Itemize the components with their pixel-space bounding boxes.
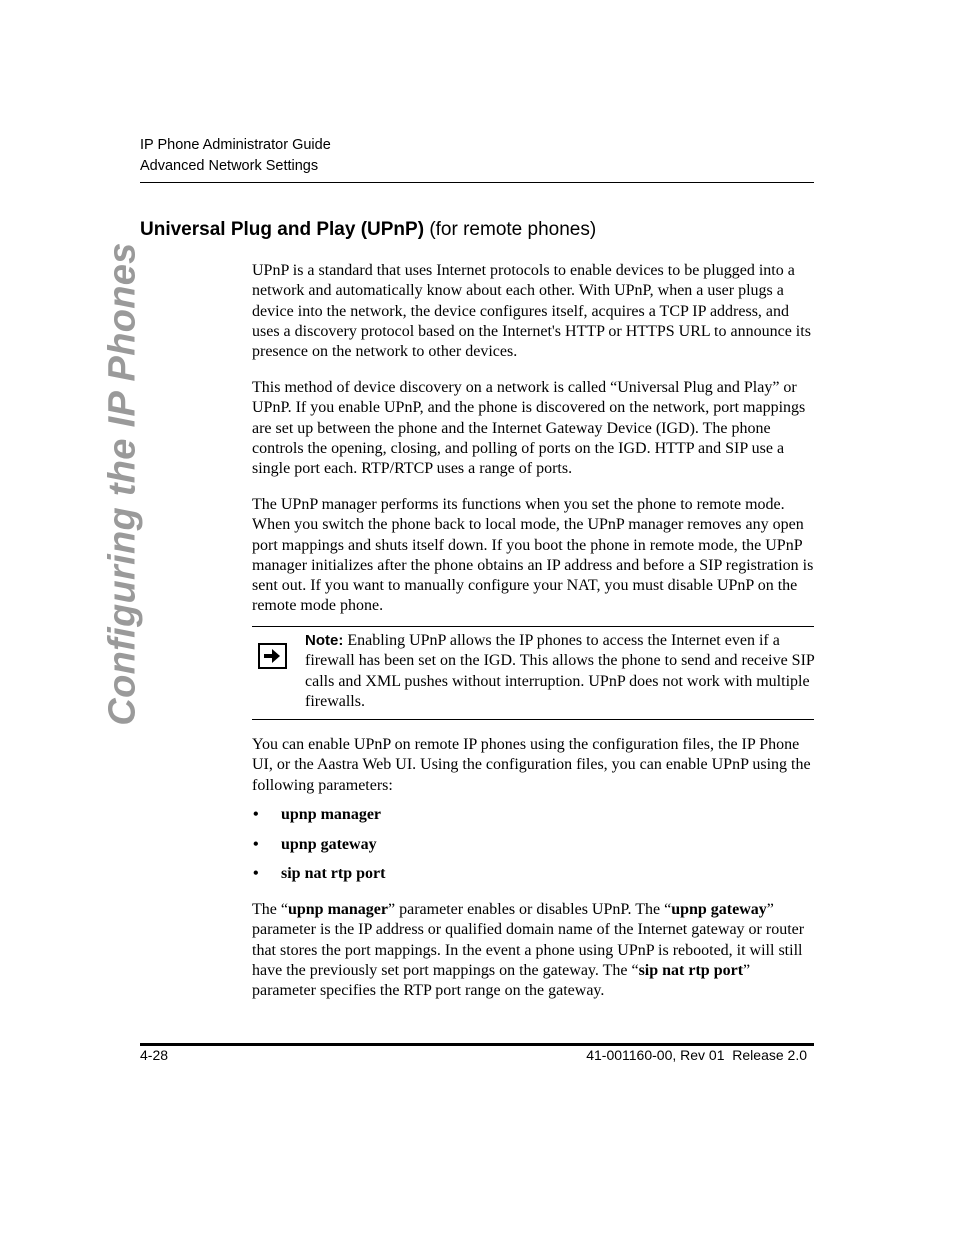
bullet-text: sip nat rtp port	[281, 865, 386, 882]
bullet-marker: •	[253, 865, 259, 882]
keyword-sip-nat-rtp-port: sip nat rtp port	[638, 961, 744, 979]
paragraph-enable-upnp: You can enable UPnP on remote IP phones using the configuration files, the IP Phone UI, or the Aastra Web UI. Using the configuration files, you can enable UPnP using the following parameters:	[252, 736, 811, 794]
text-run: ” parameter specifies the RTP port range on the gateway.	[252, 961, 751, 1000]
paragraph-device-discovery: This method of device discovery on a network is called “Universal Plug and Play” or UPnP. If you enable UPnP, and the phone is discovered on the network, port mappings are set up between the phone and the Internet Gateway Device (IGD). The phone controls the opening, closing, and polling of ports on the IGD. HTTP and SIP use a single port each. RTP/RTCP uses a range of ports.	[252, 379, 806, 478]
bullet-item	[253, 835, 377, 855]
footer-document-id: 41-001160-00, Rev 01 Release 2.0	[586, 1047, 807, 1063]
text-run: ” parameter is the IP address or qualified domain name of the Internet gateway or router that stores the port mappings. In the event a phone using UPnP is rebooted, it will still have the previously set port mappings on the gateway. The “	[252, 901, 805, 979]
keyword-upnp-gateway: upnp gateway	[671, 901, 767, 918]
header-guide-title: IP Phone Administrator Guide	[140, 137, 331, 153]
paragraph-upnp-manager: The UPnP manager performs its functions when you set the phone to remote mode. When you switch the phone back to local mode, the UPnP manager removes any open port mappings and shuts itself down. If you boot the phone in remote mode, the UPnP manager initializes after the phone obtains an IP address and before a SIP registration is sent out. If you want to manually configure your NAT, you must disable UPnP on the remote mode phone.	[252, 496, 814, 615]
note-label: Note:	[305, 632, 344, 649]
bullet-marker: •	[253, 836, 259, 853]
text-run: ” parameter enables or disables UPnP. The “	[388, 901, 672, 918]
note-body	[305, 631, 815, 712]
bullet-item	[253, 805, 381, 825]
section-heading	[140, 219, 596, 241]
text-run: The “	[252, 901, 288, 918]
paragraph-upnp-intro: UPnP is a standard that uses Internet protocols to enable devices to be plugged into a network and automatically know about each other. With UPnP, when a user plugs a device into the network, the device configures itself, acquires a TCP IP address, and uses a discovery protocol based on the Internet's HTTP or HTTPS URL to announce its presence on the network to other devices.	[252, 262, 811, 361]
footer-divider	[140, 1043, 814, 1046]
keyword-upnp-manager: upnp manager	[287, 901, 389, 918]
bullet-item	[253, 864, 385, 884]
note-text: Enabling UPnP allows the IP phones to access the Internet even if a firewall has been set on the IGD. This allows the phone to send and receive SIP calls and XML pushes without interruption. UPnP does not work with multiple firewalls.	[305, 632, 815, 710]
header-divider	[140, 182, 814, 183]
section-heading-bold: Universal Plug and Play (UPnP)	[140, 219, 425, 240]
arrow-right-icon	[258, 643, 287, 669]
section-heading-subtitle: (for remote phones)	[429, 219, 597, 240]
header-section-name: Advanced Network Settings	[140, 158, 319, 174]
note-bottom-rule	[252, 719, 814, 720]
bullet-text: upnp manager	[281, 806, 382, 823]
bullet-marker: •	[253, 806, 259, 823]
bullet-text: upnp gateway	[281, 836, 377, 853]
footer-page-number: 4-28	[140, 1047, 169, 1063]
note-top-rule	[252, 626, 814, 627]
paragraph-parameter-descriptions	[252, 900, 814, 1001]
side-chapter-title: Configuring the IP Phones	[101, 242, 144, 726]
